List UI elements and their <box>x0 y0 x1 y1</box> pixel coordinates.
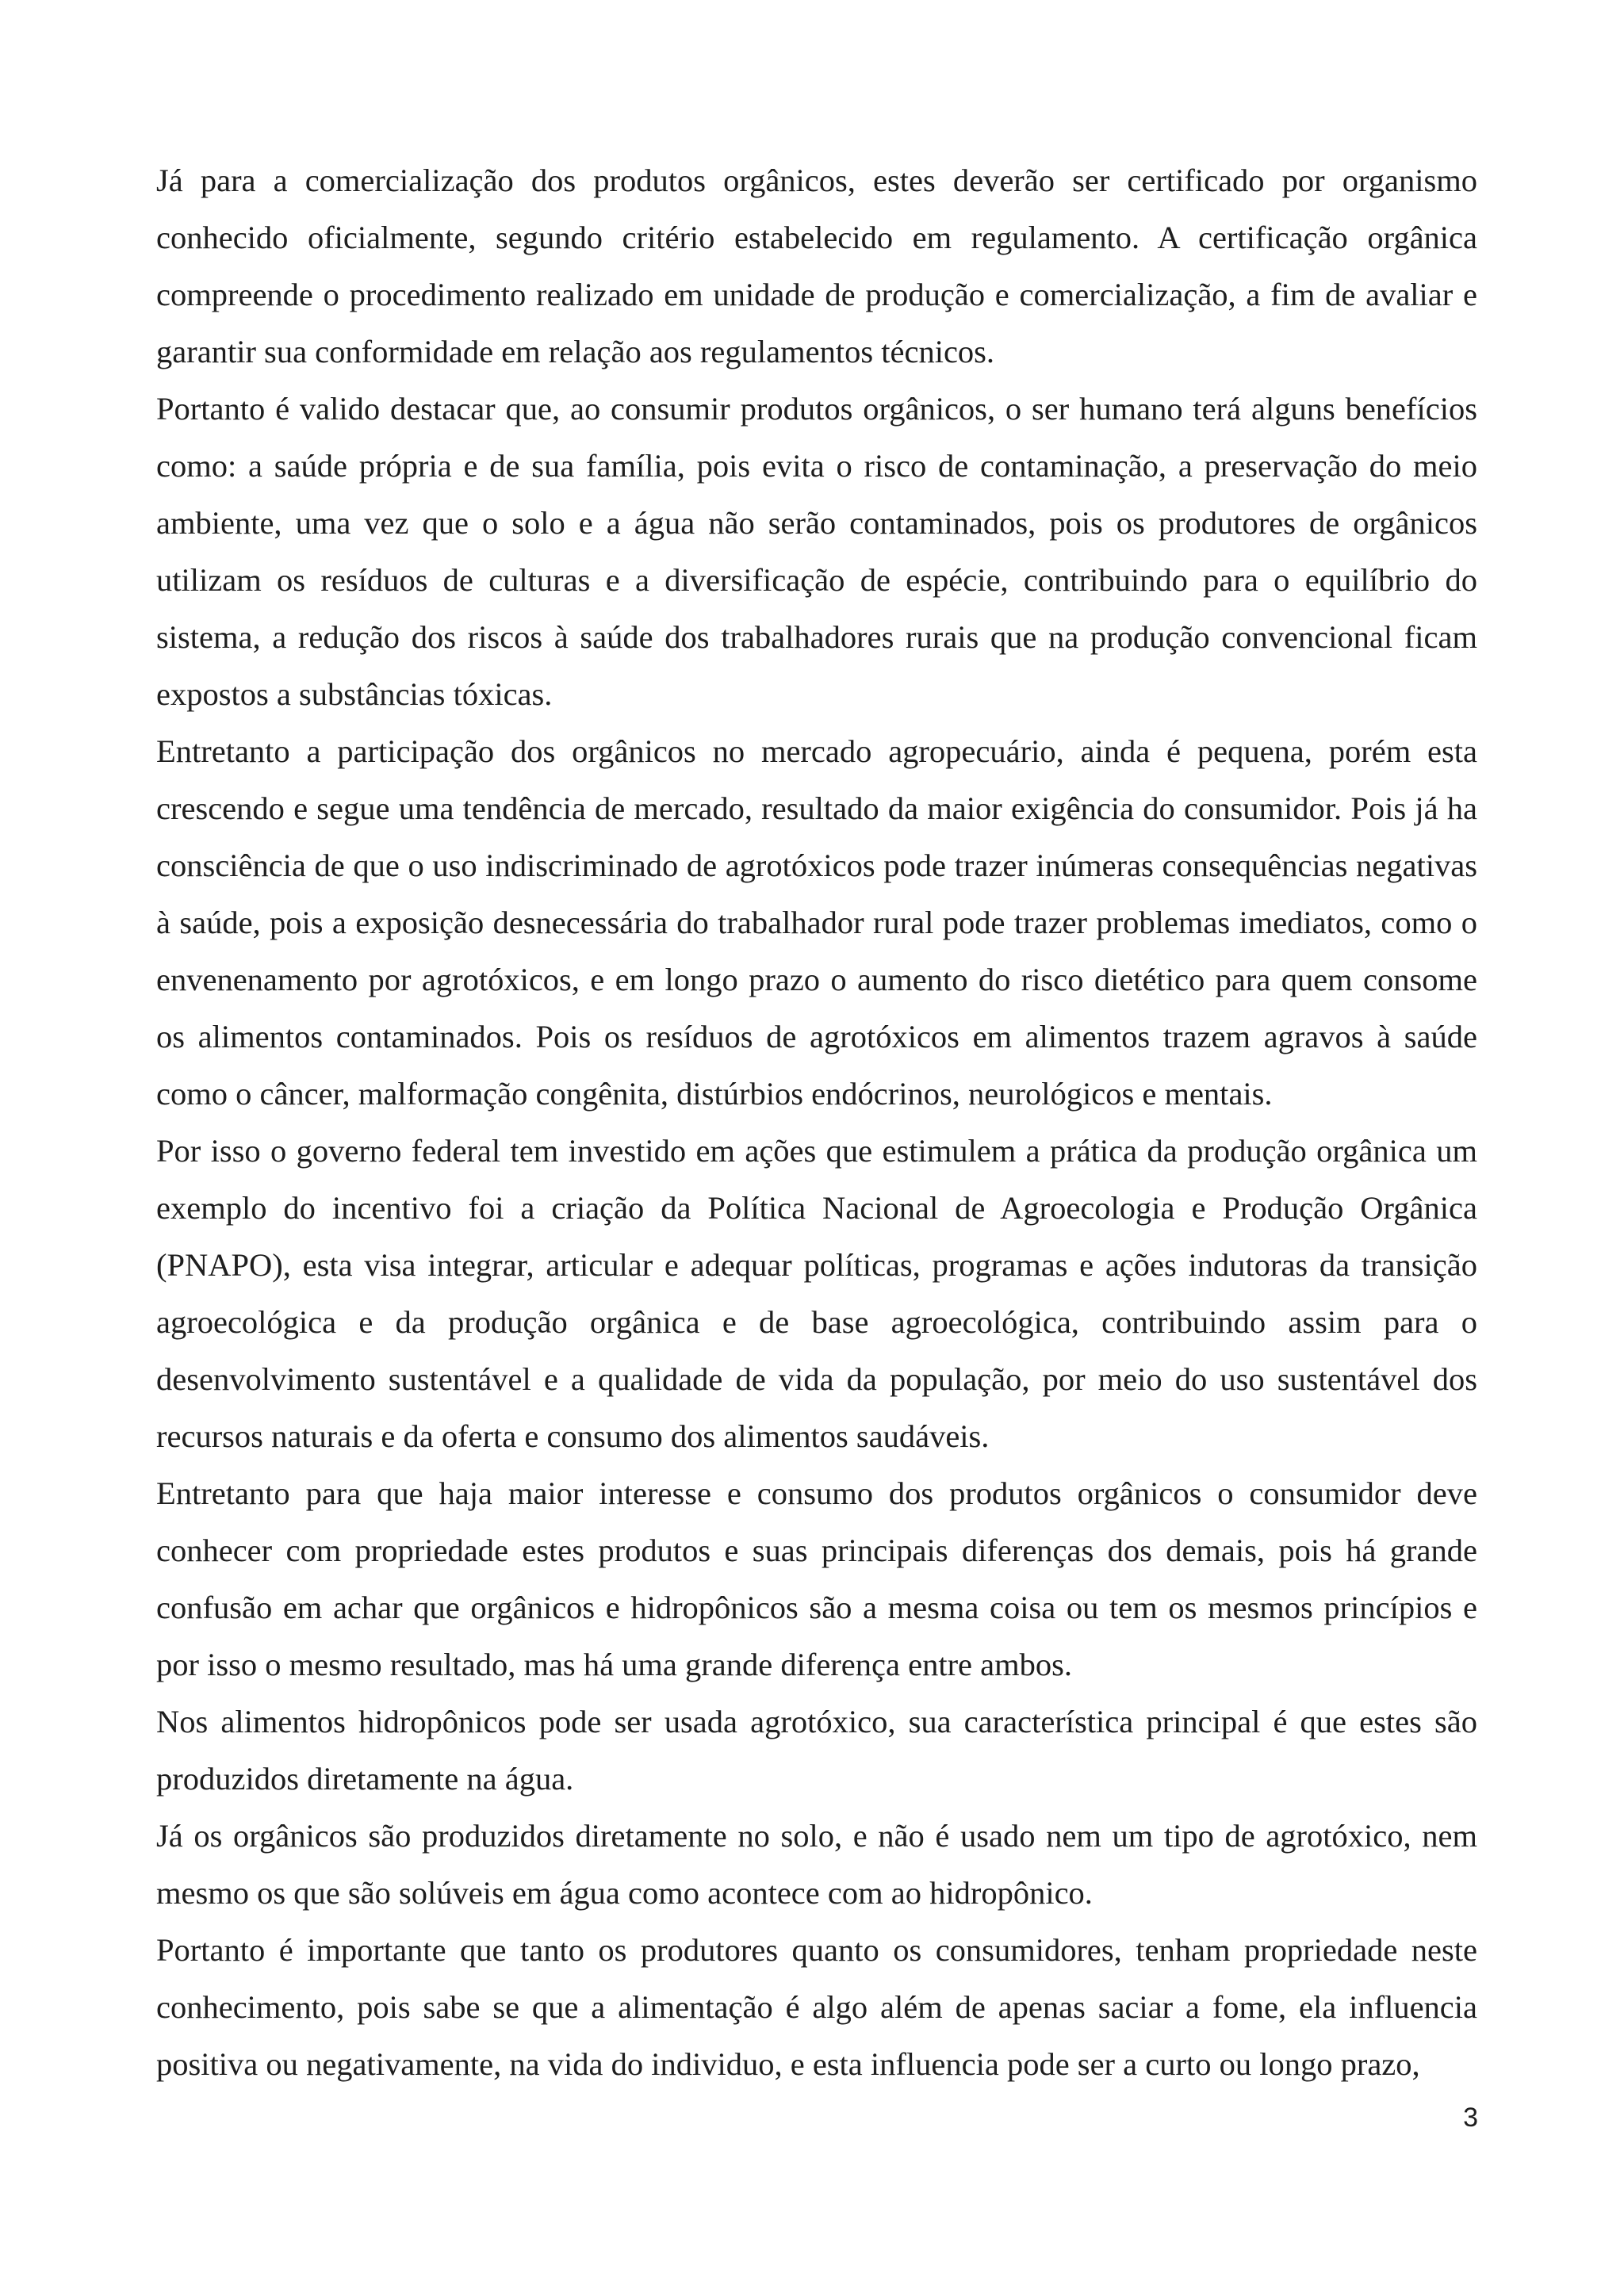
paragraph-conclusao: Portanto é importante que tanto os produtores quanto os consumidores, tenham propriedade neste conhecimento, pois sabe se que a alimentação é algo além de apenas saciar a fome, ela influencia positiva ou negativamente, na vida do individuo, e esta influencia pode ser a curto ou longo prazo, <box>156 1932 1477 2082</box>
paragraph-hidroponicos: Nos alimentos hidropônicos pode ser usada agrotóxico, sua característica principal é que estes são produzidos diretamente na água. <box>156 1704 1477 1797</box>
paragraph-diferencas: Entretanto para que haja maior interesse e consumo dos produtos orgânicos o consumidor deve conhecer com propriedade estes produtos e suas principais diferenças dos demais, pois há grande confusão em achar que orgânicos e hidropônicos são a mesma coisa ou tem os mesmos princípios e por isso o mesmo resultado, mas há uma grande diferença entre ambos. <box>156 1475 1477 1682</box>
paragraph-beneficios: Portanto é valido destacar que, ao consumir produtos orgânicos, o ser humano terá alguns benefícios como: a saúde própria e de sua família, pois evita o risco de contaminação, a preservação do meio ambiente, uma vez que o solo e a água não serão contaminados, pois os produtores de orgânicos utilizam os resíduos de culturas e a diversificação de espécie, contribuindo para o equilíbrio do sistema, a redução dos riscos à saúde dos trabalhadores rurais que na produção convencional ficam expostos a substâncias tóxicas. <box>156 391 1477 712</box>
page-number: 3 <box>1463 2103 1478 2133</box>
paragraph-mercado: Entretanto a participação dos orgânicos no mercado agropecuário, ainda é pequena, porém esta crescendo e segue uma tendência de mercado, resultado da maior exigência do consumidor. Pois já ha consciência de que o uso indiscriminado de agrotóxicos pode trazer inúmeras consequências negativas à saúde, pois a exposição desnecessária do trabalhador rural pode trazer problemas imediatos, como o envenenamento por agrotóxicos, e em longo prazo o aumento do risco dietético para quem consome os alimentos contaminados. Pois os resíduos de agrotóxicos em alimentos trazem agravos à saúde como o câncer, malformação congênita, distúrbios endócrinos, neurológicos e mentais. <box>156 733 1477 1112</box>
paragraph-certificacao: Já para a comercialização dos produtos orgânicos, estes deverão ser certificado por organismo conhecido oficialmente, segundo critério estabelecido em regulamento. A certificação orgânica compreende o procedimento realizado em unidade de produção e comercialização, a fim de avaliar e garantir sua conformidade em relação aos regulamentos técnicos. <box>156 163 1477 369</box>
paragraph-organicos-solo: Já os orgânicos são produzidos diretamente no solo, e não é usado nem um tipo de agrotóxico, nem mesmo os que são solúveis em água como acontece com ao hidropônico. <box>156 1818 1477 1911</box>
paragraph-pnapo: Por isso o governo federal tem investido em ações que estimulem a prática da produção orgânica um exemplo do incentivo foi a criação da Política Nacional de Agroecologia e Produção Orgânica (PNAPO), esta visa integrar, articular e adequar políticas, programas e ações indutoras da transição agroecológica e da produção orgânica e de base agroecológica, contribuindo assim para o desenvolvimento sustentável e a qualidade de vida da população, por meio do uso sustentável dos recursos naturais e da oferta e consumo dos alimentos saudáveis. <box>156 1133 1477 1454</box>
document-page <box>156 152 1477 2093</box>
